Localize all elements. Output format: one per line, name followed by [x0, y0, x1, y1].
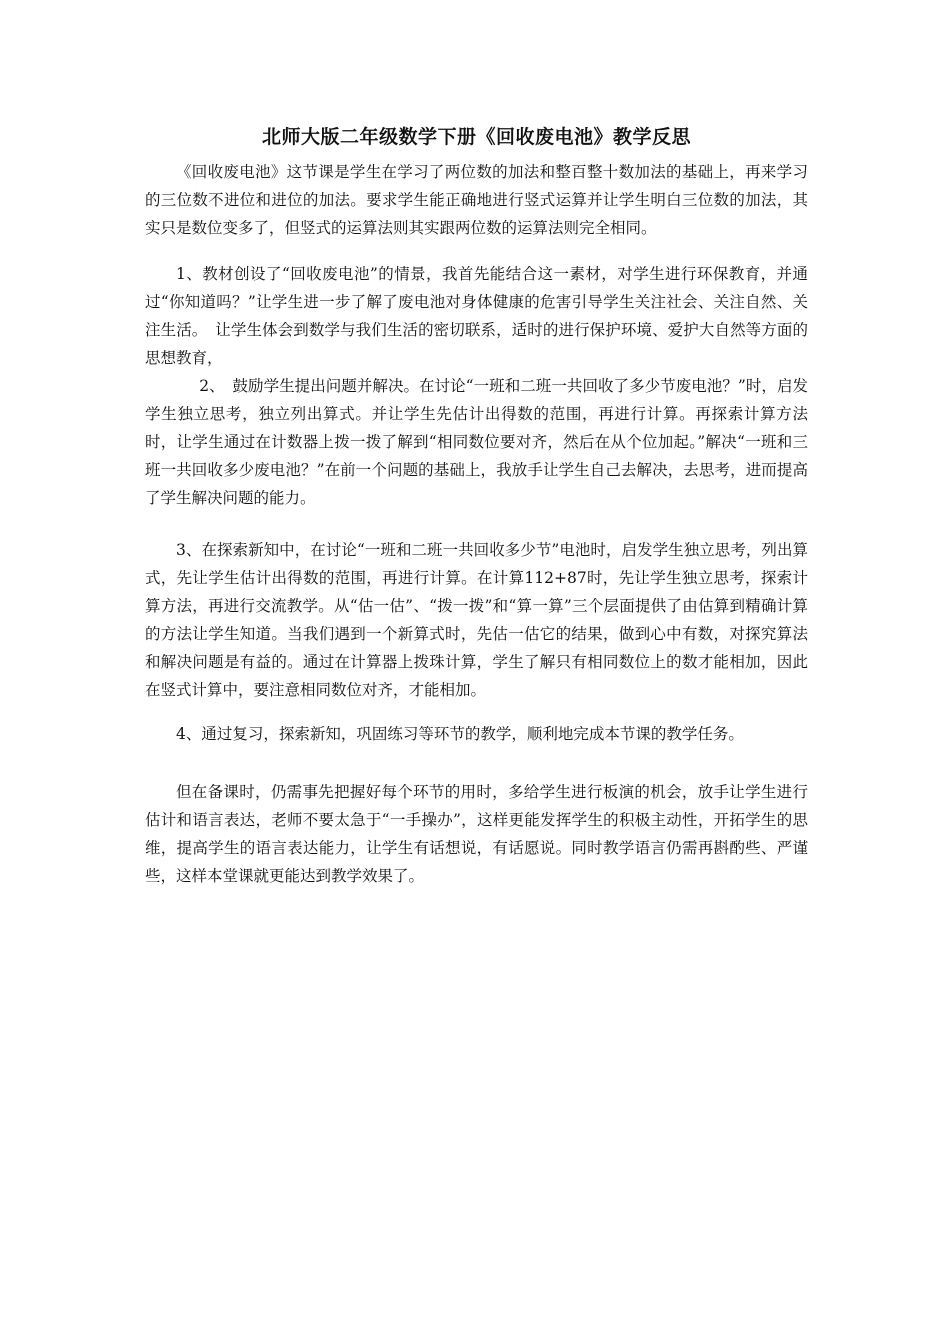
paragraph-point-3: 3、在探索新知中，在讨论“一班和二班一共回收多少节”电池时，启发学生独立思考，列出算式，先让学生估计出得数的范围，再进行计算。在计算112+87时，先让学生独立思考，探索计算方法，再进行交流教学。从“估一估”、“拨一拨”和“算一算”三个层面提供了由估算到精确计算的方法让学生知道。当我们遇到一个新算式时，先估一估它的结果，做到心中有数，对探究算法和解决问题是有益的。通过在计算器上拨珠计算，学生了解只有相同数位上的数才能相加，因此在竖式计算中，要注意相同数位对齐，才能相加。 [145, 541, 808, 699]
paragraph-intro: 《回收废电池》这节课是学生在学习了两位数的加法和整百整十数加法的基础上，再来学习的三位数不进位和进位的加法。要求学生能正确地进行竖式运算并让学生明白三位数的加法，其实只是数位变多了，但竖式的运算法则其实跟两位数的运算法则完全相同。 [145, 163, 808, 237]
paragraph-point-1: 1、教材创设了“回收废电池”的情景，我首先能结合这一素材，对学生进行环保教育，并通过“你知道吗？”让学生进一步了解了废电池对身体健康的危害引导学生关注社会、关注自然、关注生活。 让学生体会到数学与我们生活的密切联系，适时的进行保护环境、爱护大自然等方面的思想教育， [145, 265, 808, 367]
page-title: 北师大版二年级数学下册《回收废电池》教学反思 [261, 126, 691, 148]
paragraph-conclusion: 但在备课时，仍需事先把握好每个环节的用时，多给学生进行板演的机会，放手让学生进行估计和语言表达，老师不要太急于“一手操办”，这样更能发挥学生的积极主动性，开拓学生的思维，提高学生的语言表达能力，让学生有话想说，有话愿说。同时教学语言仍需再斟酌些、严谨些，这样本堂课就更能达到教学效果了。 [145, 783, 808, 885]
paragraph-point-2: 2、 鼓励学生提出问题并解决。在讨论“一班和二班一共回收了多少节废电池？”时，启发学生独立思考，独立列出算式。并让学生先估计出得数的范围，再进行计算。再探索计算方法时，让学生通过在计数器上拨一拨了解到“相同数位要对齐，然后在从个位加起。”解决“一班和三班一共回收多少废电池？”在前一个问题的基础上，我放手让学生自己去解决，去思考，进而提高了学生解决问题的能力。 [145, 377, 808, 507]
paragraph-point-4: 4、通过复习，探索新知，巩固练习等环节的教学，顺利地完成本节课的教学任务。 [176, 725, 744, 743]
